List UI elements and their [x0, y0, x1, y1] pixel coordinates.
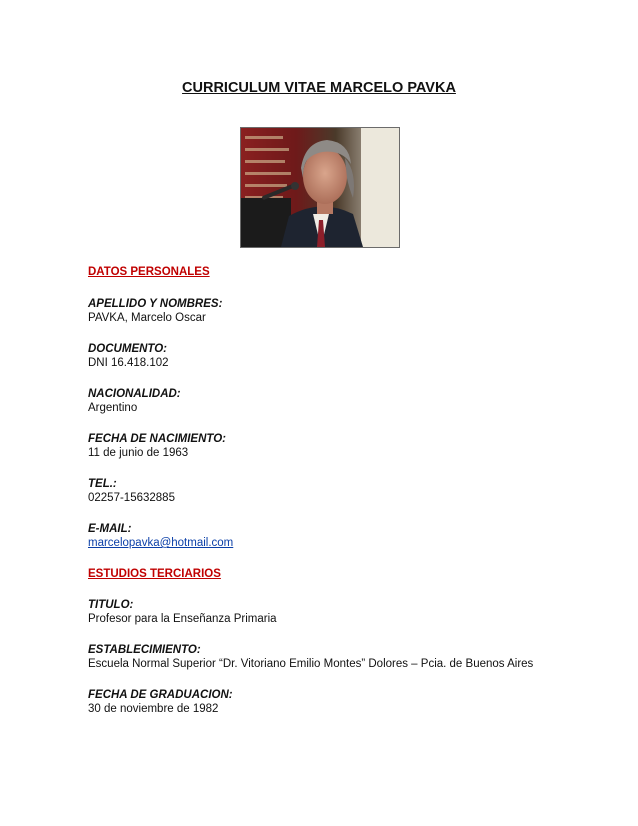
field-value: 30 de noviembre de 1982	[88, 703, 219, 715]
field-label: E-MAIL:	[88, 523, 132, 535]
profile-photo-image	[241, 128, 399, 247]
field-nationality	[88, 387, 608, 415]
field-label: FECHA DE NACIMIENTO:	[88, 433, 226, 445]
field-value: Escuela Normal Superior “Dr. Vitoriano Emilio Montes” Dolores – Pcia. de Buenos Aires	[88, 658, 534, 670]
field-label: ESTABLECIMIENTO:	[88, 644, 201, 656]
field-phone	[88, 477, 608, 505]
document-title: CURRICULUM VITAE MARCELO PAVKA	[182, 80, 456, 96]
personal-data-heading: DATOS PERSONALES	[88, 266, 210, 278]
field-value: Argentino	[88, 402, 138, 414]
field-value: 02257-15632885	[88, 492, 175, 504]
field-graduation-date	[88, 688, 608, 716]
field-label: TEL.:	[88, 478, 117, 490]
studies-heading: ESTUDIOS TERCIARIOS	[88, 568, 221, 580]
field-document	[88, 342, 608, 370]
field-email	[88, 522, 608, 550]
studies-section	[88, 567, 608, 716]
field-name	[88, 297, 608, 325]
email-link[interactable]: marcelopavka@hotmail.com	[88, 537, 234, 549]
profile-photo	[240, 127, 400, 248]
personal-data-section	[88, 265, 608, 550]
field-label: TITULO:	[88, 599, 134, 611]
field-value: DNI 16.418.102	[88, 357, 169, 369]
field-birth-date	[88, 432, 608, 460]
field-value: PAVKA, Marcelo Oscar	[88, 312, 206, 324]
field-value: Profesor para la Enseñanza Primaria	[88, 613, 277, 625]
field-label: FECHA DE GRADUACION:	[88, 689, 233, 701]
field-label: NACIONALIDAD:	[88, 388, 181, 400]
field-institution	[88, 643, 608, 671]
field-label: DOCUMENTO:	[88, 343, 168, 355]
field-degree	[88, 598, 608, 626]
field-label: APELLIDO Y NOMBRES:	[88, 298, 223, 310]
cv-content	[88, 265, 608, 716]
field-value: 11 de junio de 1963	[88, 447, 189, 459]
